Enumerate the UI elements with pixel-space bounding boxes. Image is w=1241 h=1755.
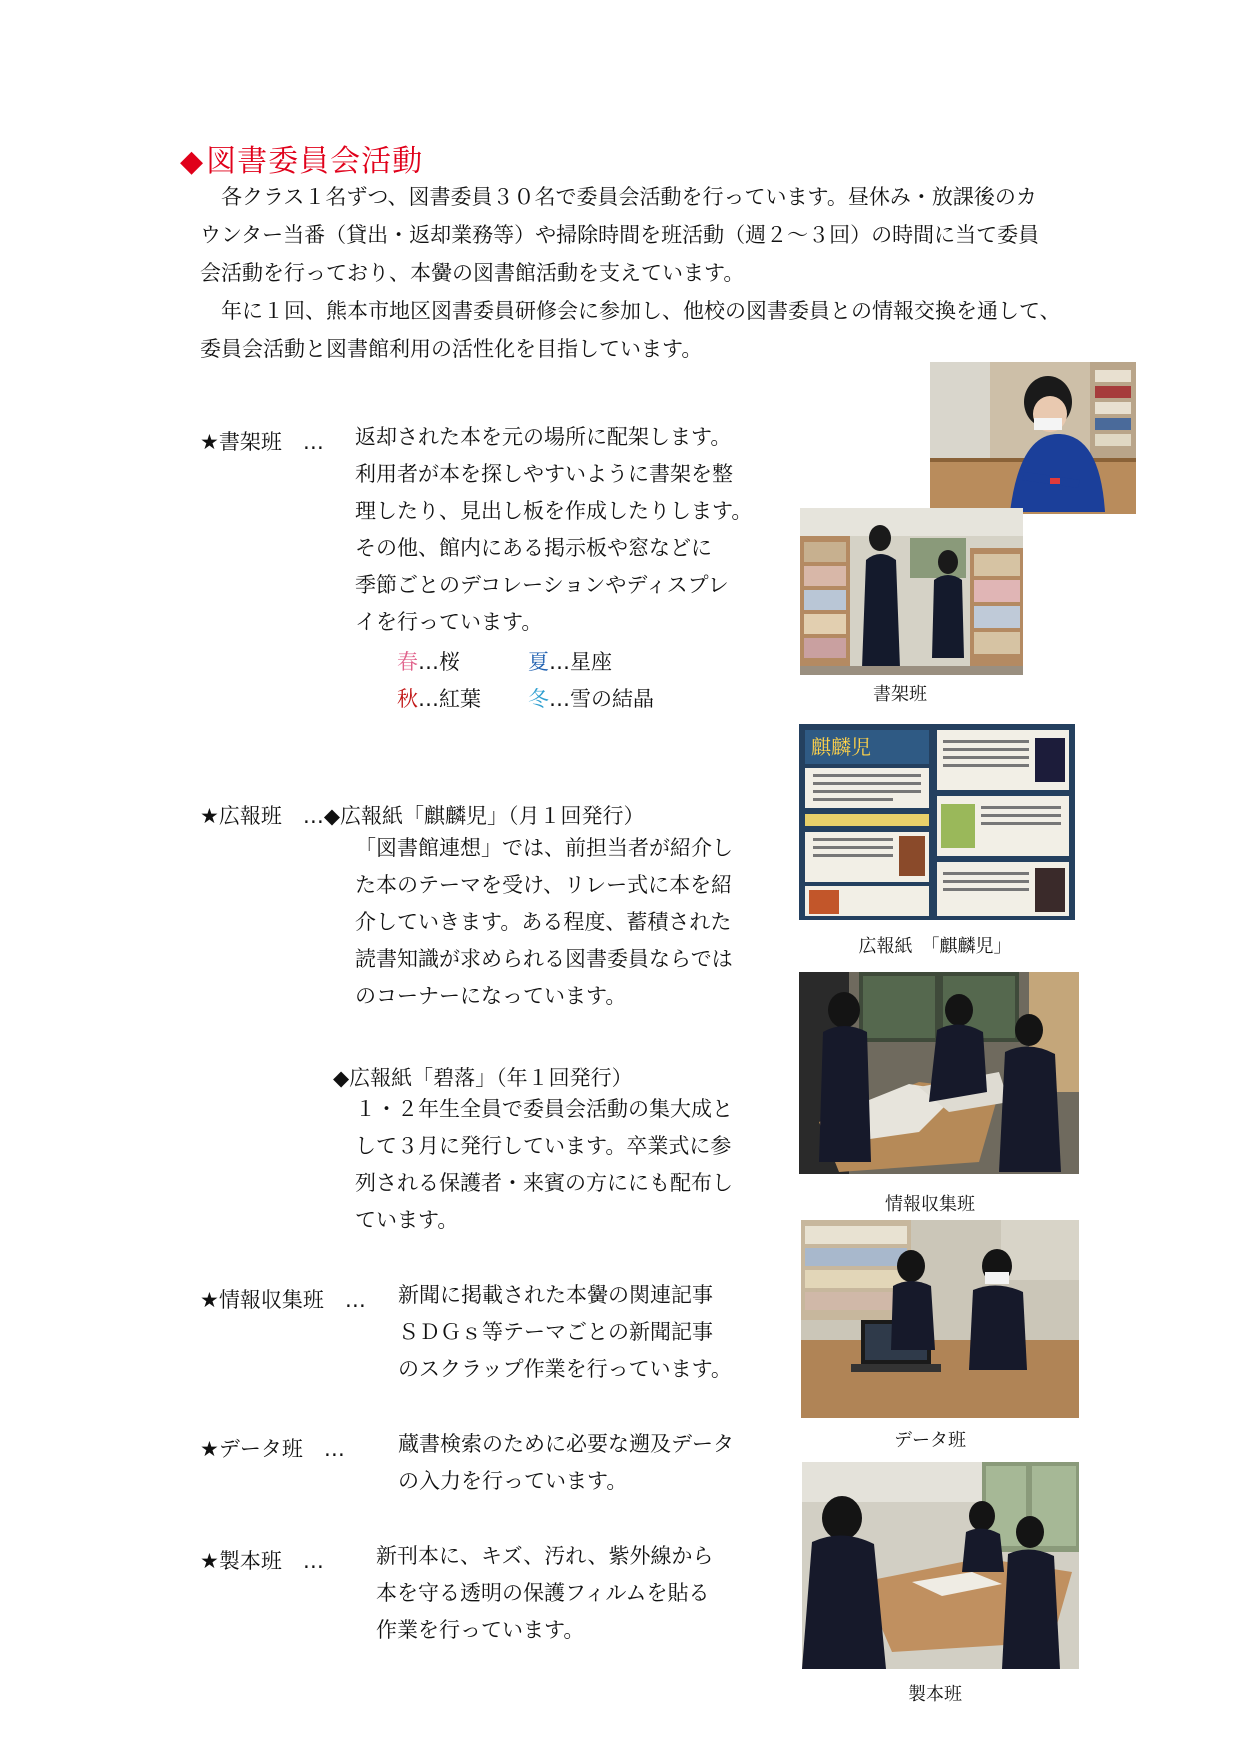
- intro-line: 各クラス１名ずつ、図書委員３０名で委員会活動を行っています。昼休み・放課後のカ: [200, 185, 1037, 209]
- season-summer-text: …星座: [549, 650, 612, 674]
- shoka-line: 利用者が本を探しやすいように書架を整: [355, 462, 733, 486]
- koho-line: 列される保護者・来賓の方ににも配布し: [355, 1171, 733, 1195]
- joho-head: ★情報収集班 …: [200, 1288, 366, 1312]
- caption-seihon: 製本班: [908, 1684, 962, 1705]
- data-line: の入力を行っています。: [398, 1469, 628, 1493]
- koho-line: のコーナーになっています。: [355, 984, 627, 1008]
- newsletter-title: 麒麟児: [811, 737, 871, 759]
- koho-line: た本のテーマを受け、リレー式に本を紹: [355, 873, 733, 897]
- season-spring: [397, 644, 460, 681]
- joho-line: ＳＤＧｓ等テーマごとの新聞記事: [398, 1320, 713, 1344]
- caption-koho: 広報紙 「麒麟児」: [858, 936, 1012, 957]
- koho-line: して３月に発行しています。卒業式に参: [355, 1134, 732, 1158]
- caption-shoka: 書架班: [873, 684, 927, 705]
- photo-info-collection: [799, 972, 1079, 1174]
- title-marker: ◆: [180, 144, 205, 179]
- koho-text-2: [355, 1091, 733, 1239]
- season-autumn-text: …紅葉: [418, 687, 481, 711]
- shoka-line: 理したり、見出し板を作成したりします。: [355, 499, 753, 523]
- shoka-line: その他、館内にある掲示板や窓などに: [355, 536, 712, 560]
- shoka-head: ★書架班 …: [200, 430, 324, 454]
- season-winter-label: 冬: [528, 687, 549, 711]
- joho-text: [398, 1277, 732, 1388]
- koho-line: 介していきます。ある程度、蓄積された: [355, 910, 732, 934]
- intro-line: 年に１回、熊本市地区図書委員研修会に参加し、他校の図書委員との情報交換を通して、: [200, 299, 1061, 323]
- seihon-text: [376, 1538, 713, 1649]
- koho-line: １・２年生全員で委員会活動の集大成と: [355, 1097, 733, 1121]
- season-spring-text: …桜: [418, 650, 460, 674]
- photo-student-writing: [930, 362, 1136, 514]
- data-line: 蔵書検索のために必要な遡及データ: [398, 1432, 734, 1456]
- shoka-text: [355, 419, 752, 641]
- koho-line: ています。: [355, 1208, 459, 1232]
- title-text: 図書委員会活動: [206, 144, 424, 179]
- shoka-line: イを行っています。: [355, 610, 543, 634]
- koho-line: 「図書館連想」では、前担当者が紹介し: [355, 836, 733, 860]
- koho-line: 読書知識が求められる図書委員ならでは: [355, 947, 733, 971]
- seihon-line: 本を守る透明の保護フィルムを貼る: [376, 1581, 710, 1605]
- koho-sub-head: ◆広報紙「碧落」（年１回発行）: [333, 1066, 633, 1090]
- photo-bookshelf-students: [800, 508, 1023, 675]
- season-autumn-label: 秋: [397, 687, 418, 711]
- photo-newsletter: [799, 724, 1075, 920]
- photo-data-entry: [801, 1220, 1079, 1418]
- intro-line: 委員会活動と図書館利用の活性化を目指しています。: [200, 337, 703, 361]
- koho-text-1: [355, 830, 733, 1015]
- caption-data: データ班: [894, 1430, 966, 1451]
- shoka-line: 返却された本を元の場所に配架します。: [355, 425, 732, 449]
- data-head: ★データ班 …: [200, 1437, 345, 1461]
- seihon-head: ★製本班 …: [200, 1549, 324, 1573]
- season-summer: [528, 644, 612, 681]
- data-text: [398, 1426, 734, 1500]
- seihon-line: 新刊本に、キズ、汚れ、紫外線から: [376, 1544, 714, 1568]
- season-summer-label: 夏: [528, 650, 549, 674]
- photo-bookbinding: [802, 1462, 1079, 1669]
- season-winter: [528, 681, 654, 718]
- intro-line: 会活動を行っており、本黌の図書館活動を支えています。: [200, 261, 745, 285]
- season-winter-text: …雪の結晶: [549, 687, 654, 711]
- page-title: [180, 136, 423, 180]
- seihon-line: 作業を行っています。: [376, 1618, 585, 1642]
- joho-line: 新聞に掲載された本黌の関連記事: [398, 1283, 713, 1307]
- caption-joho: 情報収集班: [885, 1194, 975, 1215]
- intro-line: ウンター当番（貸出・返却業務等）や掃除時間を班活動（週２〜３回）の時間に当て委員: [200, 223, 1040, 247]
- joho-line: のスクラップ作業を行っています。: [398, 1357, 732, 1381]
- intro-paragraph: [200, 178, 1080, 368]
- season-spring-label: 春: [397, 650, 418, 674]
- koho-head: ★広報班 …◆広報紙「麒麟児」（月１回発行）: [200, 804, 645, 828]
- shoka-line: 季節ごとのデコレーションやディスプレ: [355, 573, 729, 597]
- season-autumn: [397, 681, 481, 718]
